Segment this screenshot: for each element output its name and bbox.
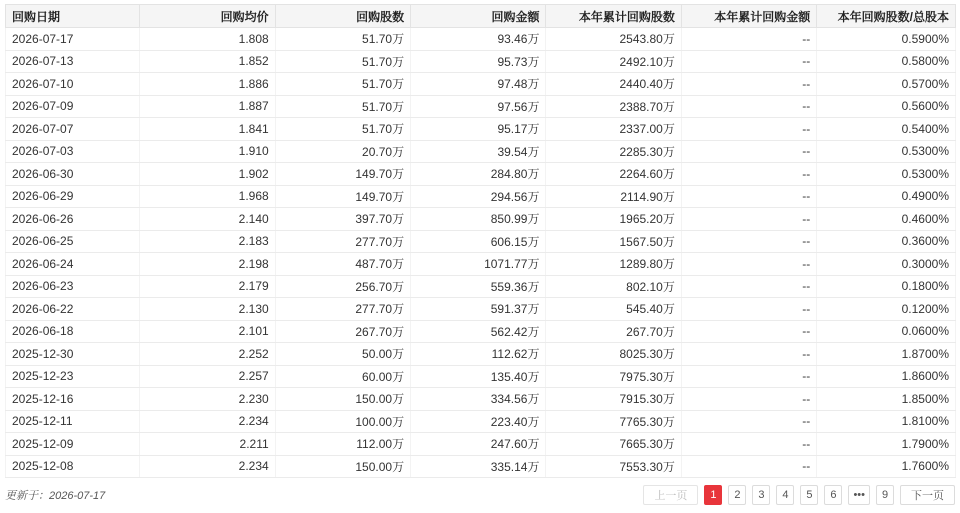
cell-date: 2026-07-10 — [6, 73, 140, 96]
cell-amount: 591.37万 — [411, 298, 546, 321]
header-ytd-shares[interactable]: 本年累计回购股数 — [546, 5, 681, 28]
cell-amount: 247.60万 — [411, 433, 546, 456]
cell-ytd-ratio: 0.5700% — [817, 73, 956, 96]
header-ytd-ratio[interactable]: 本年回购股数/总股本 — [817, 5, 956, 28]
table-header-row — [6, 5, 956, 28]
cell-ytd-shares: 267.70万 — [546, 320, 681, 343]
cell-ytd-shares: 802.10万 — [546, 275, 681, 298]
cell-amount: 93.46万 — [411, 28, 546, 51]
cell-ytd-ratio: 0.5400% — [817, 118, 956, 141]
cell-amount: 39.54万 — [411, 140, 546, 163]
cell-ytd-shares: 7765.30万 — [546, 410, 681, 433]
cell-ytd-shares: 2285.30万 — [546, 140, 681, 163]
cell-ytd-shares: 2492.10万 — [546, 50, 681, 73]
cell-date: 2026-07-03 — [6, 140, 140, 163]
table-row — [6, 118, 956, 141]
cell-ytd-shares: 8025.30万 — [546, 343, 681, 366]
cell-amount: 562.42万 — [411, 320, 546, 343]
cell-date: 2026-06-23 — [6, 275, 140, 298]
cell-ytd-amount: -- — [681, 95, 816, 118]
cell-amount: 95.73万 — [411, 50, 546, 73]
cell-ytd-amount: -- — [681, 365, 816, 388]
cell-ytd-shares: 2388.70万 — [546, 95, 681, 118]
cell-avg-price: 1.808 — [140, 28, 275, 51]
cell-date: 2026-07-13 — [6, 50, 140, 73]
cell-shares: 51.70万 — [275, 73, 410, 96]
prev-page-button[interactable]: 上一页 — [643, 485, 698, 505]
cell-amount: 95.17万 — [411, 118, 546, 141]
cell-date: 2026-07-09 — [6, 95, 140, 118]
cell-ytd-amount: -- — [681, 298, 816, 321]
cell-shares: 150.00万 — [275, 455, 410, 478]
cell-shares: 149.70万 — [275, 163, 410, 186]
cell-avg-price: 1.968 — [140, 185, 275, 208]
cell-shares: 487.70万 — [275, 253, 410, 276]
cell-ytd-shares: 2440.40万 — [546, 73, 681, 96]
table-row — [6, 163, 956, 186]
table-row — [6, 343, 956, 366]
cell-date: 2026-06-18 — [6, 320, 140, 343]
cell-amount: 112.62万 — [411, 343, 546, 366]
cell-shares: 112.00万 — [275, 433, 410, 456]
cell-shares: 267.70万 — [275, 320, 410, 343]
header-amount[interactable]: 回购金额 — [411, 5, 546, 28]
cell-avg-price: 2.101 — [140, 320, 275, 343]
cell-ytd-shares: 7665.30万 — [546, 433, 681, 456]
table-row — [6, 140, 956, 163]
cell-ytd-ratio: 1.7900% — [817, 433, 956, 456]
cell-date: 2025-12-30 — [6, 343, 140, 366]
cell-date: 2026-06-30 — [6, 163, 140, 186]
cell-ytd-ratio: 0.3600% — [817, 230, 956, 253]
cell-shares: 51.70万 — [275, 28, 410, 51]
table-row — [6, 253, 956, 276]
cell-ytd-ratio: 0.4600% — [817, 208, 956, 231]
cell-ytd-amount: -- — [681, 275, 816, 298]
cell-avg-price: 2.230 — [140, 388, 275, 411]
cell-avg-price: 1.887 — [140, 95, 275, 118]
cell-ytd-ratio: 0.5300% — [817, 140, 956, 163]
next-page-button[interactable]: 下一页 — [900, 485, 955, 505]
cell-amount: 606.15万 — [411, 230, 546, 253]
cell-avg-price: 2.252 — [140, 343, 275, 366]
updated-timestamp: 更新于：2026-07-17 — [5, 490, 106, 502]
cell-ytd-amount: -- — [681, 320, 816, 343]
cell-ytd-amount: -- — [681, 118, 816, 141]
cell-date: 2026-06-22 — [6, 298, 140, 321]
cell-ytd-ratio: 1.8500% — [817, 388, 956, 411]
cell-ytd-shares: 2264.60万 — [546, 163, 681, 186]
cell-ytd-ratio: 1.8600% — [817, 365, 956, 388]
cell-ytd-amount: -- — [681, 28, 816, 51]
table-row — [6, 230, 956, 253]
cell-ytd-shares: 2543.80万 — [546, 28, 681, 51]
table-row — [6, 320, 956, 343]
cell-ytd-shares: 7975.30万 — [546, 365, 681, 388]
cell-ytd-ratio: 0.1200% — [817, 298, 956, 321]
cell-date: 2025-12-23 — [6, 365, 140, 388]
pagination — [643, 485, 955, 505]
cell-ytd-amount: -- — [681, 410, 816, 433]
cell-date: 2026-07-07 — [6, 118, 140, 141]
cell-amount: 135.40万 — [411, 365, 546, 388]
cell-ytd-shares: 7915.30万 — [546, 388, 681, 411]
cell-ytd-ratio: 0.5300% — [817, 163, 956, 186]
cell-ytd-ratio: 1.8700% — [817, 343, 956, 366]
cell-ytd-ratio: 0.5900% — [817, 28, 956, 51]
cell-date: 2025-12-09 — [6, 433, 140, 456]
table-row — [6, 185, 956, 208]
cell-avg-price: 2.179 — [140, 275, 275, 298]
header-avg-price[interactable]: 回购均价 — [140, 5, 275, 28]
cell-ytd-ratio: 0.3000% — [817, 253, 956, 276]
page-button-4[interactable]: 4 — [776, 485, 794, 505]
cell-ytd-amount: -- — [681, 455, 816, 478]
cell-amount: 335.14万 — [411, 455, 546, 478]
header-repurchase-date[interactable]: 回购日期 — [6, 5, 140, 28]
table-row — [6, 95, 956, 118]
pagination-ellipsis[interactable]: ••• — [848, 485, 870, 505]
table-row — [6, 298, 956, 321]
cell-shares: 60.00万 — [275, 365, 410, 388]
cell-amount: 284.80万 — [411, 163, 546, 186]
cell-ytd-amount: -- — [681, 140, 816, 163]
cell-ytd-shares: 2114.90万 — [546, 185, 681, 208]
table-row — [6, 388, 956, 411]
cell-ytd-ratio: 0.5600% — [817, 95, 956, 118]
cell-avg-price: 2.234 — [140, 410, 275, 433]
cell-ytd-shares: 1289.80万 — [546, 253, 681, 276]
table-row — [6, 410, 956, 433]
cell-avg-price: 1.910 — [140, 140, 275, 163]
cell-date: 2025-12-11 — [6, 410, 140, 433]
cell-ytd-amount: -- — [681, 253, 816, 276]
cell-ytd-ratio: 0.5800% — [817, 50, 956, 73]
header-shares[interactable]: 回购股数 — [275, 5, 410, 28]
cell-avg-price: 1.902 — [140, 163, 275, 186]
cell-ytd-ratio: 1.7600% — [817, 455, 956, 478]
header-ytd-amount[interactable]: 本年累计回购金额 — [681, 5, 816, 28]
cell-avg-price: 2.130 — [140, 298, 275, 321]
page-button-2[interactable]: 2 — [728, 485, 746, 505]
cell-amount: 97.48万 — [411, 73, 546, 96]
table-row — [6, 208, 956, 231]
cell-date: 2026-06-24 — [6, 253, 140, 276]
cell-shares: 51.70万 — [275, 118, 410, 141]
cell-avg-price: 2.198 — [140, 253, 275, 276]
cell-amount: 334.56万 — [411, 388, 546, 411]
cell-ytd-ratio: 0.4900% — [817, 185, 956, 208]
cell-amount: 294.56万 — [411, 185, 546, 208]
cell-shares: 150.00万 — [275, 388, 410, 411]
table-row — [6, 50, 956, 73]
page-button-6[interactable]: 6 — [824, 485, 842, 505]
cell-shares: 256.70万 — [275, 275, 410, 298]
cell-date: 2025-12-16 — [6, 388, 140, 411]
cell-date: 2026-06-29 — [6, 185, 140, 208]
cell-avg-price: 1.841 — [140, 118, 275, 141]
cell-ytd-shares: 545.40万 — [546, 298, 681, 321]
cell-ytd-shares: 7553.30万 — [546, 455, 681, 478]
table-body — [6, 28, 956, 478]
repurchase-table — [5, 4, 956, 478]
cell-ytd-ratio: 0.0600% — [817, 320, 956, 343]
cell-shares: 51.70万 — [275, 50, 410, 73]
cell-ytd-amount: -- — [681, 73, 816, 96]
table-row — [6, 365, 956, 388]
page-button-last[interactable]: 9 — [876, 485, 894, 505]
cell-date: 2026-06-25 — [6, 230, 140, 253]
cell-ytd-ratio: 1.8100% — [817, 410, 956, 433]
cell-avg-price: 1.852 — [140, 50, 275, 73]
cell-ytd-amount: -- — [681, 433, 816, 456]
cell-amount: 559.36万 — [411, 275, 546, 298]
cell-ytd-shares: 2337.00万 — [546, 118, 681, 141]
cell-avg-price: 2.140 — [140, 208, 275, 231]
page-button-5[interactable]: 5 — [800, 485, 818, 505]
cell-shares: 397.70万 — [275, 208, 410, 231]
cell-ytd-amount: -- — [681, 343, 816, 366]
cell-ytd-amount: -- — [681, 230, 816, 253]
cell-ytd-amount: -- — [681, 388, 816, 411]
table-row — [6, 455, 956, 478]
cell-shares: 51.70万 — [275, 95, 410, 118]
page-button-3[interactable]: 3 — [752, 485, 770, 505]
table-row — [6, 275, 956, 298]
cell-avg-price: 2.183 — [140, 230, 275, 253]
table-row — [6, 73, 956, 96]
cell-ytd-amount: -- — [681, 163, 816, 186]
cell-shares: 277.70万 — [275, 230, 410, 253]
cell-avg-price: 2.211 — [140, 433, 275, 456]
cell-ytd-ratio: 0.1800% — [817, 275, 956, 298]
cell-shares: 50.00万 — [275, 343, 410, 366]
table-row — [6, 28, 956, 51]
cell-date: 2026-06-26 — [6, 208, 140, 231]
table-row — [6, 433, 956, 456]
cell-date: 2025-12-08 — [6, 455, 140, 478]
cell-ytd-amount: -- — [681, 185, 816, 208]
cell-ytd-amount: -- — [681, 50, 816, 73]
cell-avg-price: 2.257 — [140, 365, 275, 388]
cell-amount: 223.40万 — [411, 410, 546, 433]
cell-avg-price: 2.234 — [140, 455, 275, 478]
cell-amount: 1071.77万 — [411, 253, 546, 276]
cell-ytd-shares: 1965.20万 — [546, 208, 681, 231]
cell-shares: 277.70万 — [275, 298, 410, 321]
cell-amount: 850.99万 — [411, 208, 546, 231]
cell-avg-price: 1.886 — [140, 73, 275, 96]
cell-ytd-shares: 1567.50万 — [546, 230, 681, 253]
page-button-1[interactable]: 1 — [704, 485, 722, 505]
cell-amount: 97.56万 — [411, 95, 546, 118]
cell-shares: 149.70万 — [275, 185, 410, 208]
cell-date: 2026-07-17 — [6, 28, 140, 51]
cell-shares: 20.70万 — [275, 140, 410, 163]
cell-ytd-amount: -- — [681, 208, 816, 231]
cell-shares: 100.00万 — [275, 410, 410, 433]
